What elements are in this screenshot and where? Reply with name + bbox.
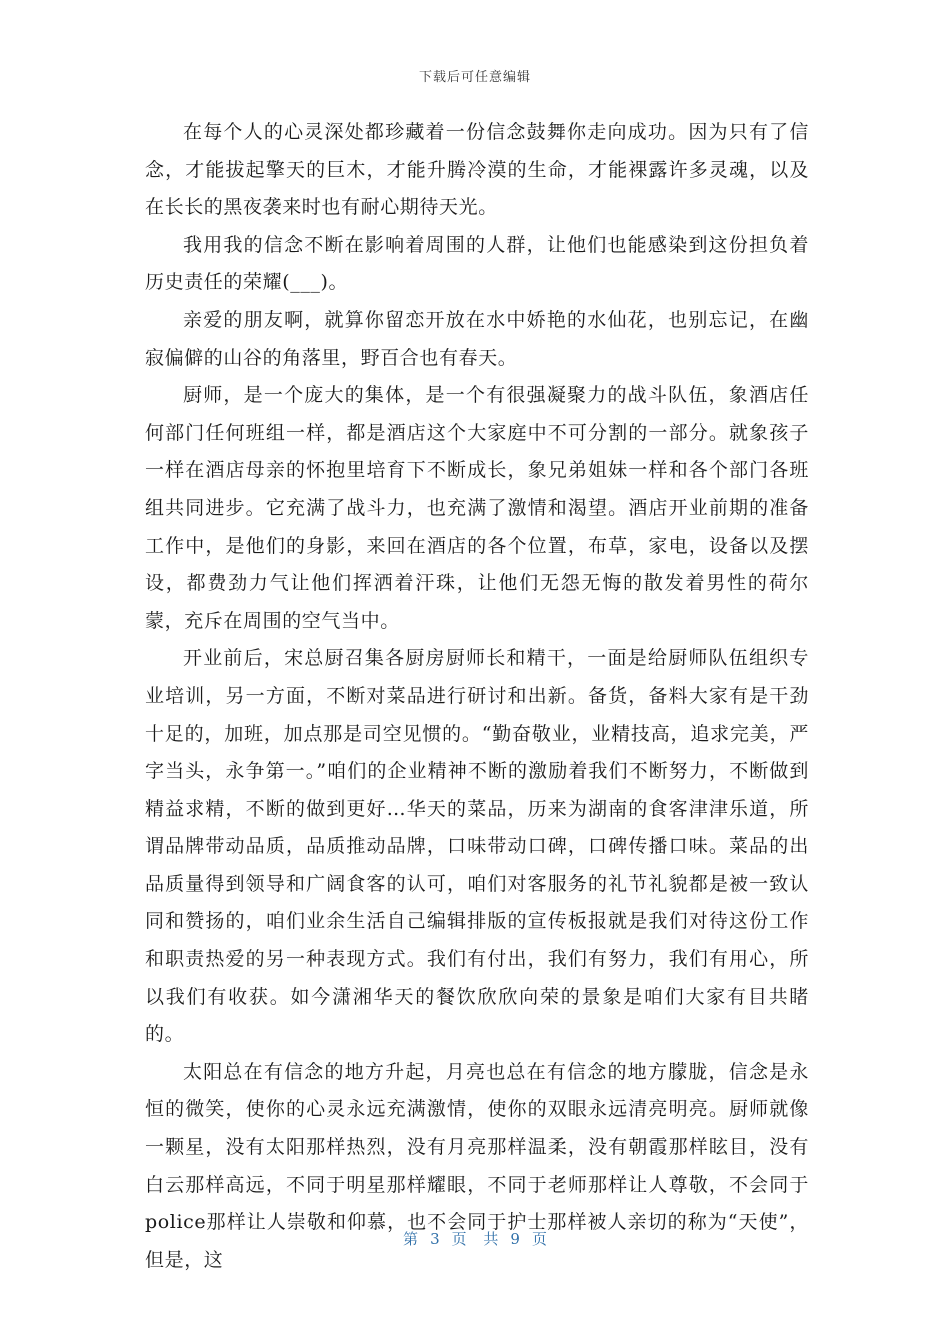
- paragraph: 亲爱的朋友啊，就算你留恋开放在水中娇艳的水仙花，也别忘记，在幽寂偏僻的山谷的角落里，野百合也有春天。: [145, 308, 809, 369]
- footer-prefix: 第: [403, 1230, 419, 1248]
- paragraph: 厨师，是一个庞大的集体，是一个有很强凝聚力的战斗队伍，象酒店任何部门任何班组一样，都是酒店这个大家庭中不可分割的一部分。就象孩子一样在酒店母亲的怀抱里培育下不断成长，象兄弟姐妹一样和各个部门各班组共同进步。它充满了战斗力，也充满了激情和渴望。酒店开业前期的准备工作中，是他们的身影，来回在酒店的各个位置，布草，家电，设备以及摆设，都费劲力气让他们挥洒着汗珠，让他们无怨无悔的散发着男性的荷尔蒙，充斥在周围的空气当中。: [145, 384, 809, 632]
- current-page-number: 3: [430, 1230, 440, 1248]
- total-pages-number: 9: [510, 1230, 520, 1248]
- footer-suffix: 页: [531, 1230, 547, 1248]
- footer-middle: 页 共: [451, 1230, 499, 1248]
- document-body: [145, 114, 809, 1279]
- paragraph: 我用我的信念不断在影响着周围的人群，让他们也能感染到这份担负着历史责任的荣耀(___)。: [145, 233, 809, 294]
- paragraph: 在每个人的心灵深处都珍藏着一份信念鼓舞你走向成功。因为只有了信念，才能拔起擎天的巨木，才能升腾冷漠的生命，才能裸露许多灵魂，以及在长长的黑夜袭来时也有耐心期待天光。: [145, 121, 809, 219]
- page-header: 下载后可任意编辑: [418, 70, 531, 85]
- page-footer: [0, 1228, 950, 1249]
- paragraph: 太阳总在有信念的地方升起，月亮也总在有信念的地方朦胧，信念是永恒的微笑，使你的心灵永远充满激情，使你的双眼永远清亮明亮。厨师就像一颗星，没有太阳那样热烈，没有月亮那样温柔，没有朝霞那样眩目，没有白云那样高远，不同于明星那样耀眼，不同于老师那样让人尊敬，不会同于police那样让人崇敬和仰慕，也不会同于护士那样被人亲切的称为“天使”，但是，这: [145, 1060, 809, 1271]
- paragraph: 开业前后，宋总厨召集各厨房厨师长和精干，一面是给厨师队伍组织专业培训，另一方面，不断对菜品进行研讨和出新。备货，备料大家有是干劲十足的，加班，加点那是司空见惯的。“勤奋敬业，业精技高，追求完美，严字当头，永争第一。”咱们的企业精神不断的激励着我们不断努力，不断做到精益求精，不断的做到更好…华天的菜品，历来为湖南的食客津津乐道，所谓品牌带动品质，品质推动品牌，口味带动口碑，口碑传播口味。菜品的出品质量得到领导和广阔食客的认可，咱们对客服务的礼节礼貌都是被一致认同和赞扬的，咱们业余生活自己编辑排版的宣传板报就是我们对待这份工作和职责热爱的另一种表现方式。我们有付出，我们有努力，我们有用心，所以我们有收获。如今潇湘华天的餐饮欣欣向荣的景象是咱们大家有目共睹的。: [145, 647, 809, 1046]
